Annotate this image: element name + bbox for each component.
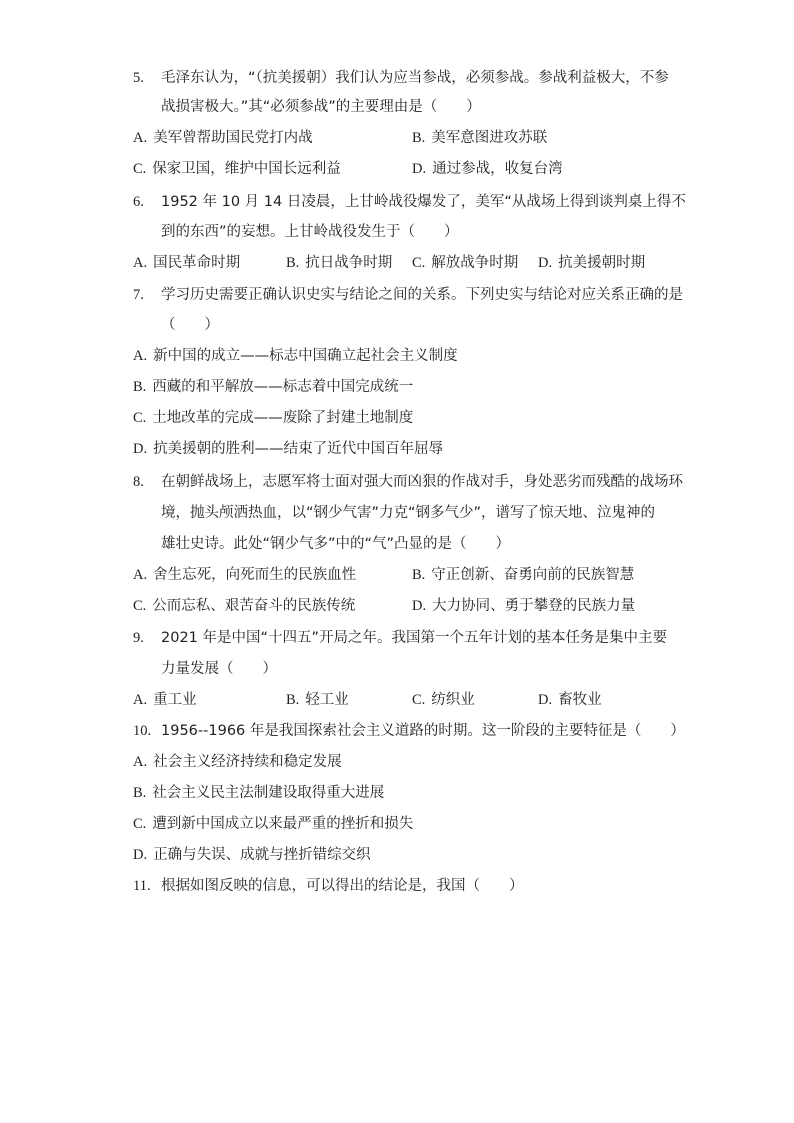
question-8-option-c[interactable]: C. 公而忘私、艰苦奋斗的民族传统: [133, 598, 356, 614]
question-10-option-a[interactable]: A. 社会主义经济持续和稳定发展: [133, 754, 342, 770]
question-8-stem-line-3: 雄壮史诗。此处“钢少气多”中的“气”凸显的是（ ）: [161, 536, 511, 552]
question-8-number: 8.: [133, 474, 144, 490]
question-6-option-c[interactable]: C. 解放战争时期: [412, 255, 519, 271]
question-6-stem-line-2: 到的东西”的妄想。上甘岭战役发生于（ ）: [161, 224, 459, 240]
question-6-option-d[interactable]: D. 抗美援朝时期: [538, 255, 646, 271]
question-5-option-c[interactable]: C. 保家卫国，维护中国长远利益: [133, 161, 341, 177]
question-11-stem-line-1: 根据如图反映的信息，可以得出的结论是，我国（ ）: [161, 878, 524, 894]
question-8-stem-line-1: 在朝鲜战场上，志愿军将士面对强大而凶狠的作战对手，身处恶劣而残酷的战场环: [161, 474, 683, 490]
question-11-number: 11.: [133, 878, 151, 894]
question-6-number: 6.: [133, 194, 144, 210]
question-9-option-c[interactable]: C. 纺织业: [412, 692, 475, 708]
question-9-option-d[interactable]: D. 畜牧业: [538, 692, 602, 708]
question-8-stem-line-2: 境，抛头颅洒热血，以“钢少气害”力克“钢多气少”，谱写了惊天地、泣鬼神的: [161, 505, 656, 521]
question-5-option-a[interactable]: A. 美军曾帮助国民党打内战: [133, 130, 313, 146]
question-8-option-b[interactable]: B. 守正创新、奋勇向前的民族智慧: [412, 567, 635, 583]
question-10-option-c[interactable]: C. 遭到新中国成立以来最严重的挫折和损失: [133, 816, 414, 832]
question-10-number: 10.: [133, 723, 152, 739]
question-5-stem-line-1: 毛泽东认为，“（抗美援朝）我们认为应当参战，必须参战。参战利益极大，不参: [161, 70, 669, 86]
question-7-option-c[interactable]: C. 土地改革的完成——废除了封建土地制度: [133, 410, 414, 426]
question-7-number: 7.: [133, 287, 144, 303]
question-10-option-b[interactable]: B. 社会主义民主法制建设取得重大进展: [133, 785, 385, 801]
question-5-option-b[interactable]: B. 美军意图进攻苏联: [412, 130, 548, 146]
question-7-stem-line-2: （ ）: [161, 317, 219, 333]
question-7-option-d[interactable]: D. 抗美援朝的胜利——结束了近代中国百年屈辱: [133, 441, 444, 457]
question-8-option-d[interactable]: D. 大力协同、勇于攀登的民族力量: [412, 598, 636, 614]
question-9-stem-line-1: 2021 年是中国“十四五”开局之年。我国第一个五年计划的基本任务是集中主要: [161, 630, 668, 646]
question-6-option-b[interactable]: B. 抗日战争时期: [286, 255, 393, 271]
question-5-number: 5.: [133, 70, 144, 86]
question-7-option-b[interactable]: B. 西藏的和平解放——标志着中国完成统一: [133, 379, 414, 395]
question-6-option-a[interactable]: A. 国民革命时期: [133, 255, 241, 271]
question-7-stem-line-1: 学习历史需要正确认识史实与结论之间的关系。下列史实与结论对应关系正确的是: [161, 287, 683, 303]
question-7-option-a[interactable]: A. 新中国的成立——标志中国确立起社会主义制度: [133, 348, 458, 364]
question-9-option-a[interactable]: A. 重工业: [133, 692, 197, 708]
question-10-stem-line-1: 1956--1966 年是我国探索社会主义道路的时期。这一阶段的主要特征是（ ）: [161, 723, 685, 739]
question-10-option-d[interactable]: D. 正确与失误、成就与挫折错综交织: [133, 847, 371, 863]
question-6-stem-line-1: 1952 年 10 月 14 日凌晨，上甘岭战役爆发了，美军“从战场上得到谈判桌上得不: [161, 194, 686, 210]
question-9-option-b[interactable]: B. 轻工业: [286, 692, 349, 708]
question-8-option-a[interactable]: A. 舍生忘死，向死而生的民族血性: [133, 567, 357, 583]
question-9-stem-line-2: 力量发展（ ）: [161, 661, 277, 677]
question-5-stem-line-2: 战损害极大。”其“必须参战”的主要理由是（ ）: [161, 99, 481, 115]
question-5-option-d[interactable]: D. 通过参战，收复台湾: [412, 161, 563, 177]
question-9-number: 9.: [133, 630, 144, 646]
